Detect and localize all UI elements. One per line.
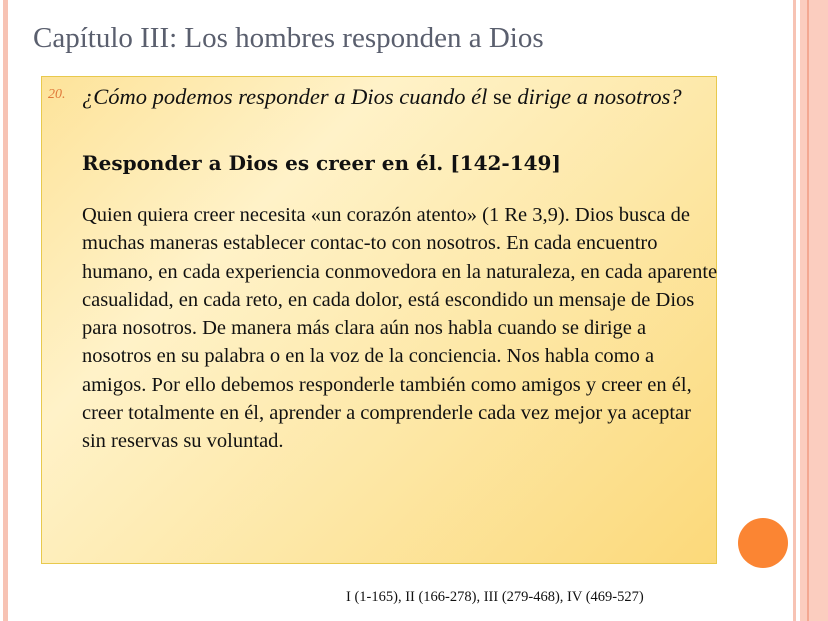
right-border-line [793,0,796,621]
question-part-3: dirige a nosotros? [517,84,682,109]
content-box [41,76,717,564]
left-border-line [3,0,8,621]
right-border-band [800,0,828,621]
item-number: 20. [48,87,66,102]
answer-heading: Responder a Dios es creer en él. [142-149] [82,151,561,175]
question [82,82,712,111]
right-border-stripe [807,0,809,621]
slide-title: Capítulo III: Los hombres responden a Dios [33,22,544,54]
footer-text: I (1-165), II (166-278), III (279-468), IV (469-527) [346,589,644,605]
question-part-1: ¿Cómo podemos responder a Dios cuando él [82,84,488,109]
answer-paragraph: Quien quiera creer necesita «un corazón atento» (1 Re 3,9). Dios busca de muchas maneras establecer contac-to con nosotros. En cada encuentro humano, en cada experiencia conmovedora en la naturaleza, en cada aparente casualidad, en cada reto, en cada dolor, está escondido un mensaje de Dios para nosotros. De manera más clara aún nos habla cuando se dirige a nosotros en su palabra o en la voz de la conciencia. Nos habla como a amigos. Por ello debemos responderle también como amigos y creer en él, creer totalmente en él, aprender a comprenderle cada vez mejor ya aceptar sin reservas su voluntad. [82,204,718,453]
question-part-2: se [487,84,518,109]
decorative-circle [738,518,788,568]
